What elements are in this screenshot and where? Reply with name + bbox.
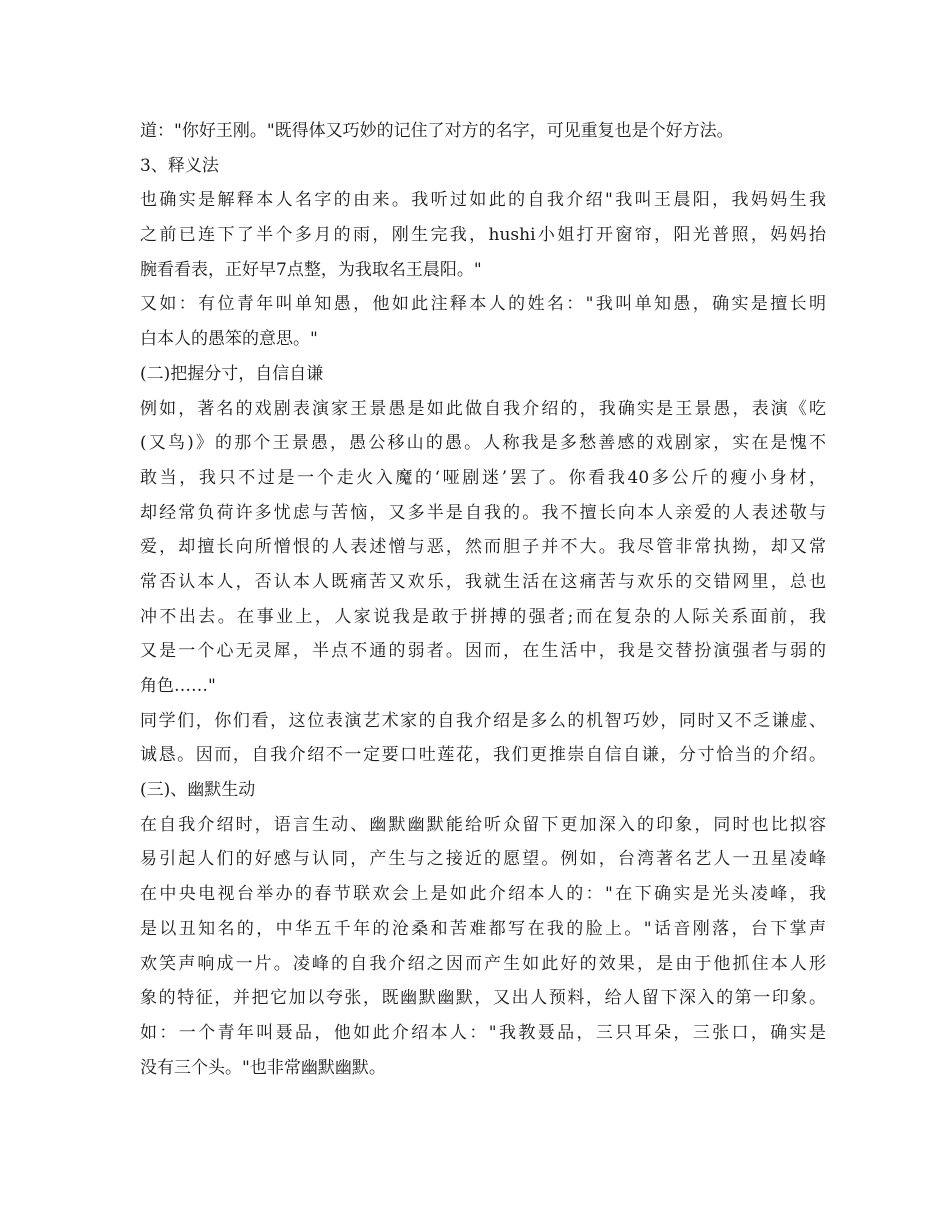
- text-line: 在中央电视台举办的春节联欢会上是如此介绍本人的："在下确实是光头凌峰，我: [140, 884, 826, 905]
- text-line: 如：一个青年叫聂品，他如此介绍本人："我教聂品，三只耳朵，三张口，确实是: [140, 1022, 826, 1043]
- text-line: 易引起人们的好感与认同，产生与之接近的愿望。例如，台湾著名艺人一丑星凌峰: [140, 849, 826, 870]
- section-heading: 3、释义法: [140, 155, 219, 176]
- text-line: 腕看看表，正好早7点整，为我取名王晨阳。": [140, 259, 482, 280]
- text-line: 同学们，你们看，这位表演艺术家的自我介绍是多么的机智巧妙，同时又不乏谦虚、: [140, 710, 826, 731]
- text-line: 之前已连下了半个多月的雨，刚生完我，hushi小姐打开窗帘，阳光普照，妈妈抬: [140, 225, 826, 246]
- text-line: 没有三个头。"也非常幽默幽默。: [140, 1057, 386, 1078]
- text-line: 诚恳。因而，自我介绍不一定要口吐莲花，我们更推崇自信自谦，分寸恰当的介绍。: [140, 745, 826, 766]
- text-line: 欢笑声响成一片。凌峰的自我介绍之因而产生如此好的效果，是由于他抓住本人形: [140, 953, 826, 974]
- text-line: 冲不出去。在事业上，人家说我是敢于拼搏的强者;而在复杂的人际关系面前，我: [140, 606, 826, 627]
- text-line: 常否认本人，否认本人既痛苦又欢乐，我就生活在这痛苦与欢乐的交错网里，总也: [140, 571, 826, 592]
- text-line: 角色……": [140, 676, 216, 696]
- section-heading: (三)、幽默生动: [140, 780, 256, 801]
- text-line: 象的特征，并把它加以夸张，既幽默幽默，又出人预料，给人留下深入的第一印象。: [140, 988, 826, 1009]
- text-line: 又是一个心无灵犀，半点不通的弱者。因而，在生活中，我是交替扮演强者与弱的: [140, 641, 826, 662]
- text-line: 例如，著名的戏剧表演家王景愚是如此做自我介绍的，我确实是王景愚，表演《吃: [140, 398, 826, 419]
- text-line: 在自我介绍时，语言生动、幽默幽默能给听众留下更加深入的印象，同时也比拟容: [140, 814, 826, 835]
- text-line: 又如：有位青年叫单知愚，他如此注释本人的姓名："我叫单知愚，确实是擅长明: [140, 294, 826, 315]
- text-line: 敢当，我只不过是一个走火入魔的‘哑剧迷’罢了。你看我40多公斤的瘦小身材，: [140, 467, 826, 488]
- text-line: 却经常负荷许多忧虑与苦恼，又多半是自我的。我不擅长向本人亲爱的人表述敬与: [140, 502, 826, 523]
- text-line: 也确实是解释本人名字的由来。我听过如此的自我介绍"我叫王晨阳，我妈妈生我: [140, 190, 826, 211]
- document-body: [140, 114, 826, 1085]
- text-line: 爱，却擅长向所憎恨的人表述憎与恶，然而胆子并不大。我尽管非常执拗，却又常: [140, 537, 826, 558]
- text-line: 道："你好王刚。"既得体又巧妙的记住了对方的名字，可见重复也是个好方法。: [140, 121, 734, 141]
- section-heading: (二)把握分寸，自信自谦: [140, 363, 324, 384]
- text-line: 白本人的愚笨的意思。": [140, 329, 318, 350]
- text-line: (又鸟)》的那个王景愚，愚公移山的愚。人称我是多愁善感的戏剧家，实在是愧不: [140, 433, 826, 454]
- text-line: 是以丑知名的，中华五千年的沧桑和苦难都写在我的脸上。"话音刚落，台下掌声: [140, 918, 826, 939]
